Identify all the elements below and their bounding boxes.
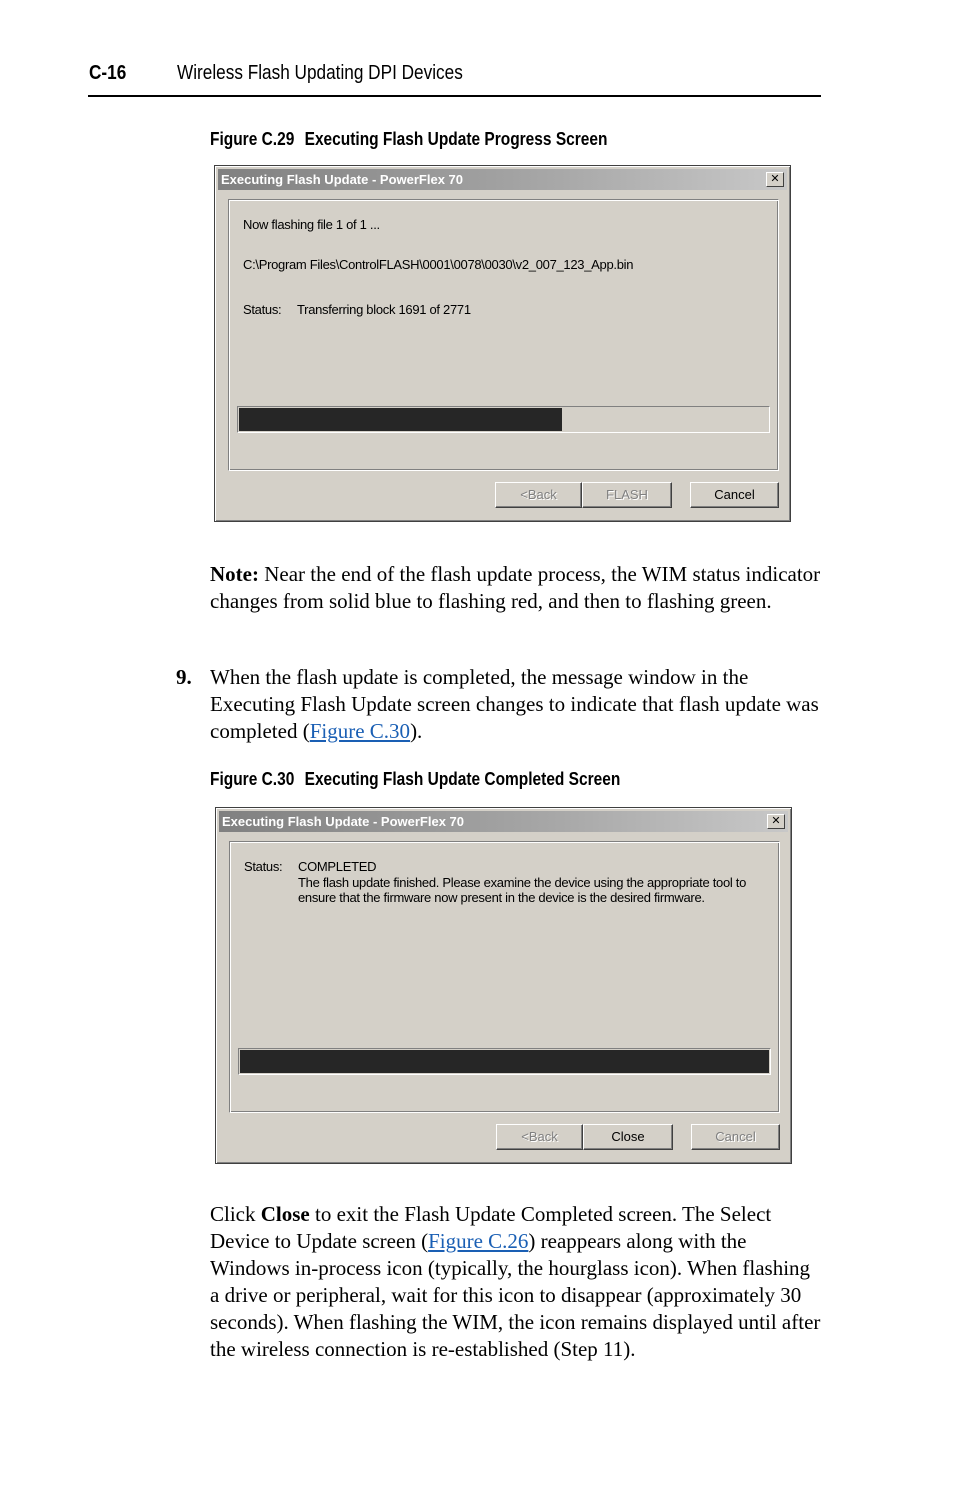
status-value: COMPLETED — [298, 859, 377, 874]
file-path-text: C:\Program Files\ControlFLASH\0001\0078\0030\v2_007_123_App.bin — [243, 257, 634, 272]
back-button[interactable]: <Back — [495, 482, 582, 508]
figure-c30-label: Figure C.30 — [210, 769, 295, 789]
flash-completed-dialog — [215, 807, 792, 1164]
step-9-text — [210, 664, 822, 745]
para-text: ) reappears along with the Windows in-process icon (typically, the hourglass icon). When flashing a drive or peripheral, wait for this icon to disappear (approximately 30 seconds). When flashing the WIM, the icon remains displayed until after the wireless connection is re-established (Step 11). — [210, 1229, 821, 1361]
figure-c26-link[interactable]: Figure C.26 — [428, 1229, 529, 1253]
dialog-title: Executing Flash Update - PowerFlex 70 — [221, 172, 464, 187]
page-number: C-16 — [89, 62, 127, 84]
flash-progress-dialog — [214, 165, 791, 522]
close-icon[interactable]: ✕ — [767, 814, 785, 829]
close-bold: Close — [260, 1202, 310, 1226]
step-number: 9. — [176, 665, 192, 689]
completion-message-line-1: The flash update finished. Please examine the device using the appropriate tool to — [298, 875, 747, 890]
note-paragraph — [210, 561, 822, 615]
step-9-body: When the flash update is completed, the message window in the Executing Flash Update screen changes to indicate that flash update was completed ( — [210, 665, 819, 743]
progress-bar — [237, 406, 770, 433]
message-panel — [228, 199, 779, 471]
status-label: Status: — [244, 859, 283, 874]
dialog-title-bar — [218, 169, 787, 190]
dialog-title: Executing Flash Update - PowerFlex 70 — [222, 814, 465, 829]
dialog-title-bar — [219, 811, 788, 832]
para-text: Click — [210, 1202, 261, 1226]
running-header-title: Wireless Flash Updating DPI Devices — [177, 62, 463, 84]
figure-c29-title: Executing Flash Update Progress Screen — [304, 129, 608, 149]
close-button[interactable]: Close — [583, 1124, 673, 1150]
figure-c30-link[interactable]: Figure C.30 — [309, 719, 411, 743]
completion-message-line-2: ensure that the firmware now present in the device is the desired firmware. — [298, 890, 705, 905]
status-label: Status: — [243, 302, 282, 317]
progress-bar — [238, 1048, 771, 1075]
cancel-button[interactable]: Cancel — [690, 482, 779, 508]
close-icon[interactable]: ✕ — [766, 172, 784, 187]
status-text: Transferring block 1691 of 2771 — [297, 302, 471, 317]
message-panel — [229, 841, 780, 1113]
para-text: to exit the Flash Update Completed screen. The Select Device to Update screen ( — [210, 1202, 772, 1253]
cancel-button[interactable]: Cancel — [691, 1124, 780, 1150]
note-label: Note: — [210, 562, 259, 586]
progress-bar-fill — [240, 1050, 769, 1073]
header-rule — [88, 95, 821, 97]
back-button[interactable]: <Back — [496, 1124, 583, 1150]
flash-button[interactable]: FLASH — [582, 482, 672, 508]
figure-c29-label: Figure C.29 — [210, 129, 295, 149]
figure-c30-caption — [210, 769, 620, 790]
progress-bar-fill — [239, 408, 562, 431]
step-9-end: ). — [410, 719, 423, 743]
note-text: Near the end of the flash update process, the WIM status indicator changes from solid blue to flashing red, and then to flashing green. — [210, 562, 821, 613]
flashing-file-text: Now flashing file 1 of 1 ... — [243, 217, 380, 232]
figure-c30-title: Executing Flash Update Completed Screen — [304, 769, 621, 789]
figure-c29-caption — [210, 129, 607, 150]
close-instructions-paragraph — [210, 1201, 822, 1363]
